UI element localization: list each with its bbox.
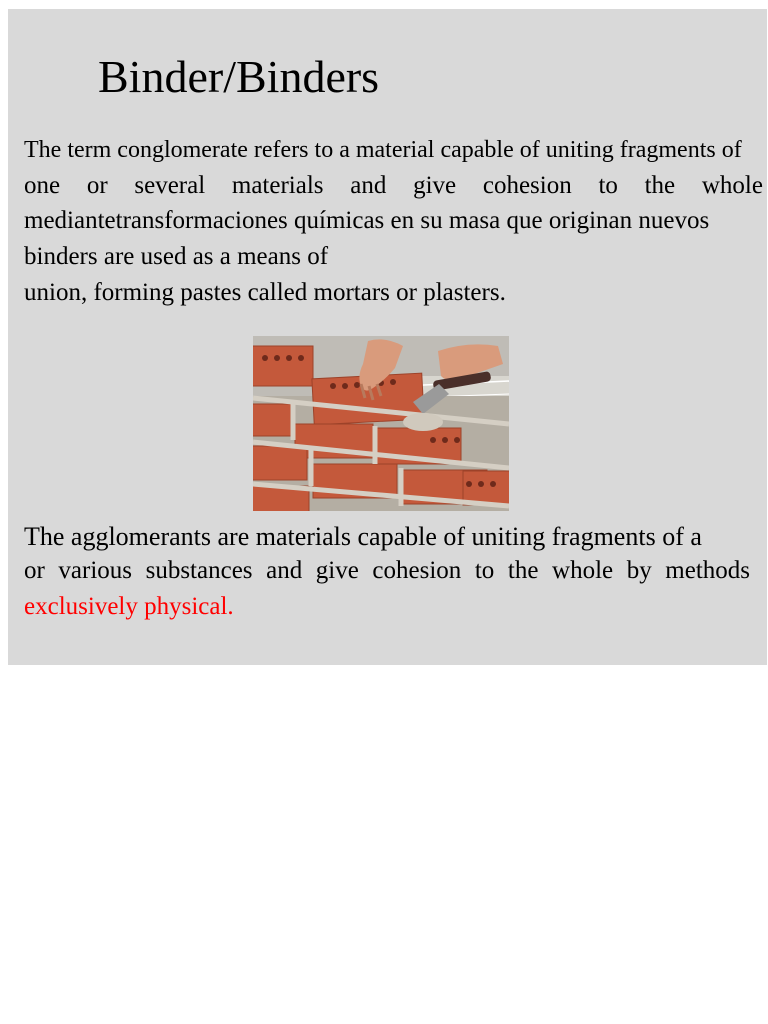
slide: [8, 9, 767, 665]
paragraph2-line1: The agglomerants are materials capable of uniting fragments of a: [24, 522, 702, 551]
word: the: [507, 557, 539, 584]
paragraph2-line3-highlight: exclusively physical.: [24, 593, 234, 620]
word: to: [474, 557, 495, 584]
paragraph1-line5: union, forming pastes called mortars or plasters.: [24, 279, 506, 306]
word: one: [24, 172, 61, 199]
word: cohesion: [372, 557, 462, 584]
word: the: [644, 172, 676, 199]
word: or: [24, 557, 45, 584]
word: to: [598, 172, 618, 199]
slide-title: Binder/Binders: [98, 51, 380, 102]
bricklaying-illustration: [253, 336, 509, 511]
word: whole: [701, 172, 763, 199]
paragraph1-line4: binders are used as a means of: [24, 243, 329, 270]
word: and: [266, 557, 303, 584]
word: by: [626, 557, 652, 584]
bricklaying-photo: [253, 336, 509, 511]
word: give: [315, 557, 359, 584]
word: several: [134, 172, 206, 199]
word: and: [350, 172, 387, 199]
word: methods: [665, 557, 750, 584]
paragraph1-line3: mediantetransformaciones químicas en su masa que originan nuevos: [24, 207, 710, 234]
word: whole: [552, 557, 614, 584]
word: cohesion: [482, 172, 572, 199]
word: materials: [231, 172, 324, 199]
paragraph1-line2: [24, 170, 763, 202]
paragraph1-line1: The term conglomerate refers to a material capable of uniting fragments of: [24, 137, 742, 163]
word: or: [86, 172, 108, 199]
word: give: [413, 172, 457, 199]
word: substances: [145, 557, 253, 584]
paragraph2-line2: [24, 555, 750, 587]
word: various: [58, 557, 133, 584]
